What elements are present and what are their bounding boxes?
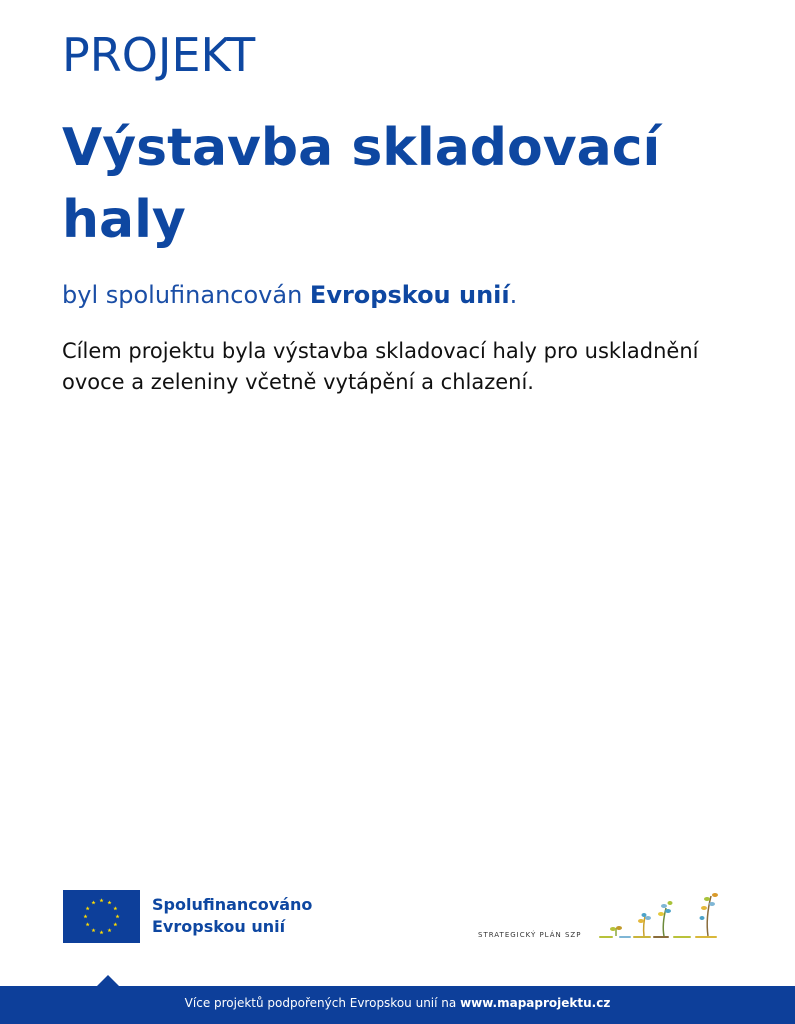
eu-star: [91, 900, 95, 904]
cofinancing-suffix: .: [509, 281, 518, 309]
footer-text: Více projektů podpořených Evropskou unií na: [184, 996, 461, 1010]
eu-star: [107, 900, 111, 904]
eu-star: [83, 914, 87, 918]
cofinancing-prefix: byl spolufinancován: [62, 281, 310, 309]
eu-text-line2: Evropskou unií: [152, 917, 286, 936]
eu-star: [115, 914, 119, 918]
eu-star: [99, 898, 103, 902]
footer-bar: [0, 986, 795, 1024]
eu-star: [86, 906, 90, 910]
szp-label: STRATEGICKÝ PLÁN SZP: [478, 931, 582, 939]
eu-flag-stars: [63, 890, 140, 943]
eu-cofinanced-text: [152, 894, 312, 938]
cofinancing-statement: [62, 281, 517, 310]
eu-star: [91, 928, 95, 932]
eu-flag-icon: [63, 890, 140, 943]
eu-star: [99, 930, 103, 934]
cofinancing-emphasis: Evropskou unií: [309, 281, 510, 309]
eu-star: [107, 928, 111, 932]
project-description: Cílem projektu byla výstavba skladovací haly pro uskladnění ovoce a zeleniny včetně vytápění a chlazení.: [62, 339, 699, 394]
eu-star: [113, 906, 117, 910]
szp-sprouts-icon: [598, 890, 724, 942]
eu-text-line1: Spolufinancováno: [152, 895, 313, 914]
project-title: Výstavba skladovací haly: [62, 118, 661, 250]
eu-star: [113, 922, 117, 926]
footer-link[interactable]: www.mapaprojektu.cz: [460, 996, 611, 1010]
eu-star: [86, 922, 90, 926]
project-kicker: PROJEKT: [62, 28, 256, 82]
